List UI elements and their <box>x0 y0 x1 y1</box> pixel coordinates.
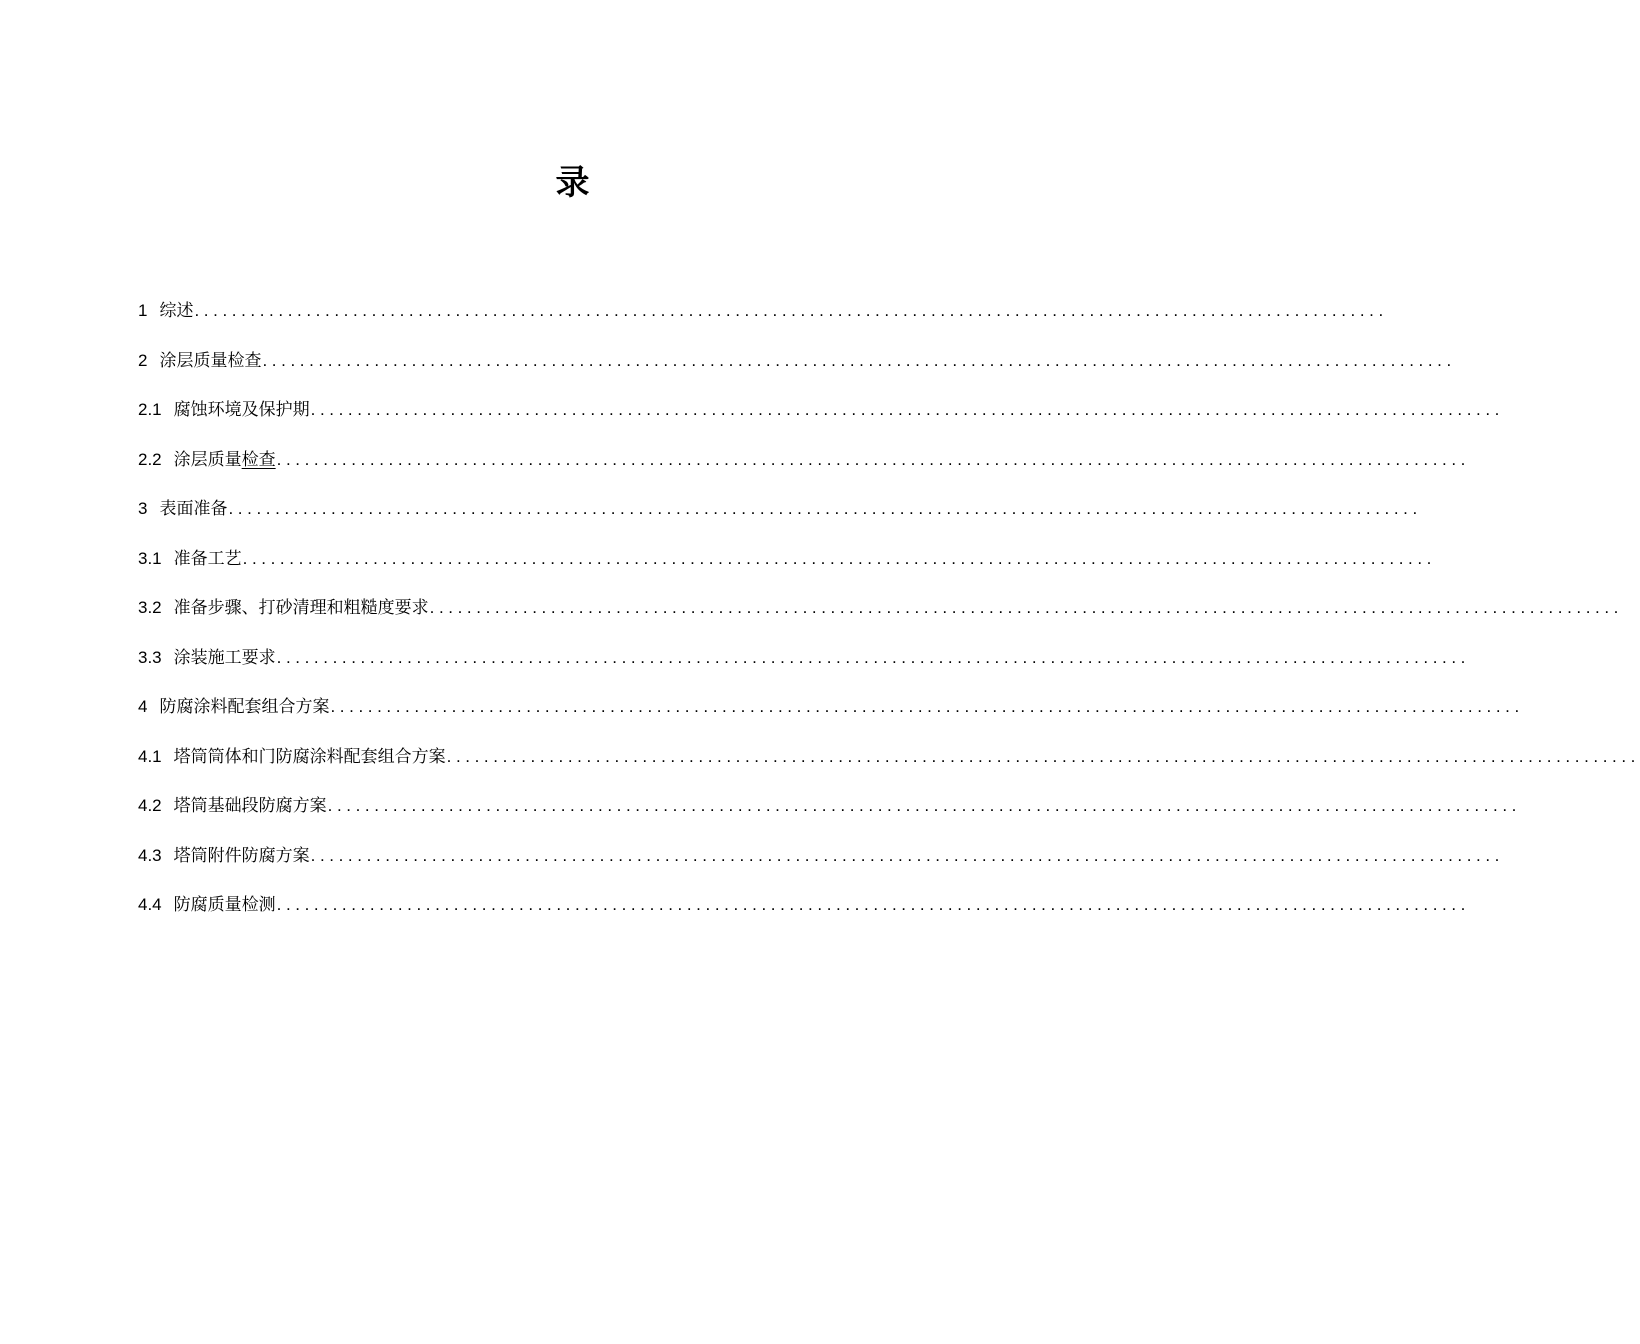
toc-entry-number: 4.4 <box>138 895 162 914</box>
toc-entry-4[interactable] <box>138 690 1524 740</box>
toc-entry-number: 3.2 <box>138 598 162 617</box>
toc-leader-dots: ................................................................................................................................ <box>310 845 1505 865</box>
toc-entry-2[interactable] <box>138 344 1456 394</box>
toc-leader-dots: ................................................................................................................................ <box>446 746 1640 766</box>
toc-entry-number: 3.1 <box>138 548 162 568</box>
toc-leader-dots: ................................................................................................................................ <box>228 499 1422 518</box>
toc-entry-2-1[interactable] <box>138 393 1505 443</box>
toc-entry-number: 3.3 <box>138 647 162 667</box>
toc-leader-dots: ................................................................................................................................ <box>276 647 1471 667</box>
toc-entry-number: 2.2 <box>138 449 162 469</box>
toc-entry-title: 防腐质量检测 <box>173 895 276 915</box>
page-title: 录 <box>555 163 590 203</box>
toc-entry-3[interactable] <box>138 492 1422 542</box>
toc-entry-title: 涂层质量检查 <box>159 350 262 371</box>
toc-entry-number: 1 <box>138 301 148 320</box>
toc-entry-number: 4.1 <box>138 746 162 766</box>
toc-leader-dots: ................................................................................................................................ <box>276 895 1471 914</box>
toc-entry-number: 4.2 <box>138 796 162 815</box>
toc-entry-number: 2.1 <box>138 400 162 419</box>
toc-leader-dots: ................................................................................................................................ <box>242 548 1437 568</box>
toc-entry-number: 2 <box>138 350 148 370</box>
toc-leader-dots: ................................................................................................................................ <box>276 449 1471 469</box>
toc-entry-title: 综述 <box>159 301 194 321</box>
toc-entry-3-1[interactable] <box>138 542 1437 592</box>
toc-entry-title-underlined-text: 检查 <box>241 449 276 470</box>
toc-leader-dots: ................................................................................................................................ <box>194 301 1388 320</box>
toc-entry-3-3[interactable] <box>138 641 1471 691</box>
toc-entry-title: 塔筒附件防腐方案 <box>173 845 310 866</box>
toc-leader-dots: ................................................................................................................................ <box>429 598 1624 617</box>
toc-entry-number: 4.3 <box>138 845 162 865</box>
toc-entry-4-2[interactable] <box>138 789 1522 839</box>
toc-entry-title: 塔筒基础段防腐方案 <box>173 796 327 816</box>
toc-entry-number: 3 <box>138 499 148 518</box>
toc-entry-title: 涂装施工要求 <box>173 647 276 668</box>
toc-entry-4-1[interactable] <box>138 740 1640 790</box>
toc-entry-title-text: 涂层质量 <box>173 449 242 470</box>
toc-entry-2-2[interactable] <box>138 443 1471 493</box>
toc-entry-1[interactable] <box>138 294 1388 344</box>
table-of-contents <box>138 294 1640 938</box>
toc-entry-title: 表面准备 <box>159 499 228 519</box>
toc-entry-title: 防腐涂料配套组合方案 <box>159 697 330 717</box>
toc-entry-4-3[interactable] <box>138 839 1505 889</box>
toc-entry-3-2[interactable] <box>138 591 1624 641</box>
toc-leader-dots: ................................................................................................................................ <box>310 400 1505 419</box>
toc-leader-dots: ................................................................................................................................ <box>330 697 1524 716</box>
toc-leader-dots: ................................................................................................................................ <box>262 350 1456 370</box>
toc-entry-title: 塔筒筒体和门防腐涂料配套组合方案 <box>173 746 446 767</box>
toc-entry-title: 准备工艺 <box>173 548 242 569</box>
toc-entry-4-4[interactable] <box>138 888 1471 938</box>
toc-entry-title: 准备步骤、打砂清理和粗糙度要求 <box>173 598 429 618</box>
toc-entry-title: 腐蚀环境及保护期 <box>173 400 310 420</box>
toc-entry-title <box>174 443 276 477</box>
toc-leader-dots: ................................................................................................................................ <box>327 796 1522 815</box>
toc-entry-number: 4 <box>138 697 148 716</box>
